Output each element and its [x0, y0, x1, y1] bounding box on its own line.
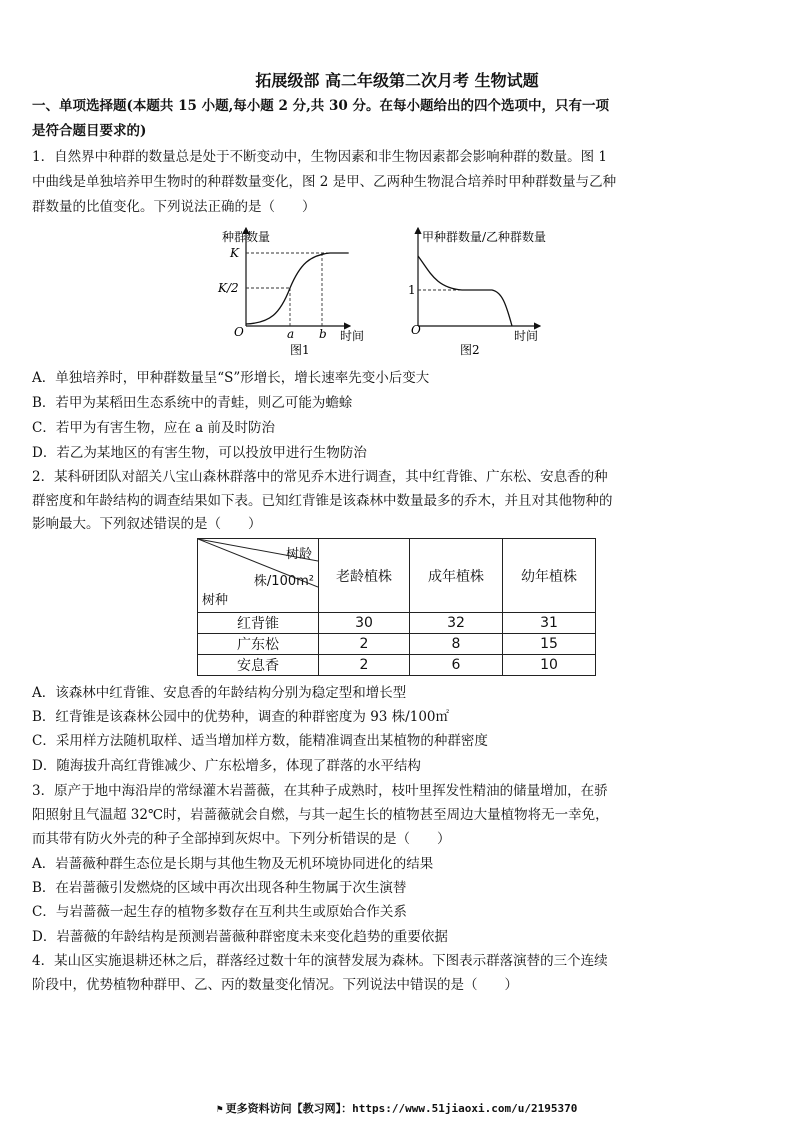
q3-option-d: D．岩蔷薇的年龄结构是预测岩蔷薇种群密度未来变化趋势的重要依据 — [32, 929, 448, 945]
fig2-xlabel: 时间 — [514, 329, 539, 343]
header-young: 幼年植株 — [503, 539, 596, 613]
row-value-young: 15 — [503, 634, 596, 655]
section-heading-line1: 一、单项选择题(本题共 15 小题,每小题 2 分,共 30 分。在每小题给出的四个选项中，只有一项 — [32, 98, 609, 114]
q3-option-c: C．与岩蔷薇一起生存的植物多数存在互利共生或原始合作关系 — [32, 904, 407, 920]
fig1-caption: 图1 — [290, 343, 310, 357]
q2-stem-line2: 群密度和年龄结构的调查结果如下表。已知红背锥是该森林中数量最多的乔木，并且对其他物种的 — [32, 493, 613, 509]
row-value-young: 10 — [503, 655, 596, 676]
row-value-adult: 8 — [410, 634, 503, 655]
q3-option-b: B．在岩蔷薇引发燃烧的区域中再次出现各种生物属于次生演替 — [32, 880, 407, 896]
q2-option-b: B．红背锥是该森林公园中的优势种，调查的种群密度为 93 株/100㎡ — [32, 709, 449, 725]
q3-option-a: A．岩蔷薇种群生态位是长期与其他生物及无机环境协同进化的结果 — [32, 856, 434, 872]
row-value-adult: 6 — [410, 655, 503, 676]
figure-1 — [217, 228, 364, 357]
table-row — [198, 655, 596, 676]
q1-stem-line1: 1．自然界中种群的数量总是处于不断变动中，生物因素和非生物因素都会影响种群的数量。图 1 — [32, 149, 607, 165]
fig2-origin: O — [411, 323, 421, 337]
fig1-ylabel: 种群数量 — [222, 230, 271, 244]
footer-text: 更多资料访问【教习网】：https://www.51jiaoxi.com/u/2195370 — [225, 1102, 578, 1115]
fig1-k2-label: K/2 — [218, 281, 239, 295]
q2-stem-line1: 2．某科研团队对韶关八宝山森林群落中的常见乔木进行调查，其中红背锥、广东松、安息香的种 — [32, 469, 608, 485]
header-adult: 成年植株 — [410, 539, 503, 613]
row-species-name: 红背锥 — [198, 613, 319, 634]
table-header-row — [198, 539, 596, 613]
table-corner-cell — [198, 539, 319, 613]
row-value-old: 2 — [319, 634, 410, 655]
fig1-xlabel: 时间 — [340, 329, 365, 343]
q1-stem-line2: 中曲线是单独培养甲生物时的种群数量变化，图 2 是甲、乙两种生物混合培养时甲种群数量与乙种 — [32, 174, 617, 190]
q2-data-table — [197, 538, 596, 676]
q1-option-a: A．单独培养时，甲种群数量呈“S”形增长，增长速率先变小后变大 — [32, 370, 430, 386]
fig1-k-label: K — [230, 246, 239, 260]
q3-stem-line3: 而其带有防火外壳的种子全部掉到灰烬中。下列分析错误的是（ ） — [32, 831, 451, 847]
row-species-name: 安息香 — [198, 655, 319, 676]
q2-option-c: C．采用样方法随机取样、适当增加样方数，能精准调查出某植物的种群密度 — [32, 733, 488, 749]
row-species-name: 广东松 — [198, 634, 319, 655]
section-heading-line2: 是符合题目要求的) — [32, 123, 147, 139]
table-row — [198, 613, 596, 634]
fig2-caption: 图2 — [460, 343, 480, 357]
row-value-young: 31 — [503, 613, 596, 634]
row-value-old: 2 — [319, 655, 410, 676]
page-title: 拓展级部 高二年级第二次月考 生物试题 — [255, 71, 539, 90]
fig1-origin: O — [234, 325, 244, 339]
fig1-b-label: b — [319, 327, 327, 341]
fig2-ylabel: 甲种群数量/乙种群数量 — [422, 230, 547, 244]
q1-option-b: B．若甲为某稻田生态系统中的青蛙，则乙可能为蟾蜍 — [32, 395, 353, 411]
row-value-adult: 32 — [410, 613, 503, 634]
corner-label-unit: 株/100m² — [253, 574, 314, 589]
q1-option-d: D．若乙为某地区的有害生物，可以投放甲进行生物防治 — [32, 445, 367, 461]
q2-stem-line3: 影响最大。下列叙述错误的是（ ） — [32, 516, 262, 532]
figure-2 — [408, 228, 546, 357]
row-value-old: 30 — [319, 613, 410, 634]
q1-stem-line3: 群数量的比值变化。下列说法正确的是（ ） — [32, 199, 316, 215]
footer-link[interactable] — [0, 1100, 794, 1116]
fig1-a-label: a — [287, 327, 295, 341]
q4-stem-line1: 4．某山区实施退耕还林之后，群落经过数十年的演替发展为森林。下图表示群落演替的三个连续 — [32, 953, 608, 969]
corner-label-age: 树龄 — [285, 547, 312, 562]
table-row — [198, 634, 596, 655]
fig1-s-curve — [246, 253, 348, 324]
fig2-one-label: 1 — [408, 283, 416, 297]
q1-figures — [200, 222, 600, 362]
corner-label-species: 树种 — [202, 593, 229, 608]
q4-stem-line2: 阶段中，优势植物种群甲、乙、丙的数量变化情况。下列说法中错误的是（ ） — [32, 977, 518, 993]
q2-option-a: A．该森林中红背锥、安息香的年龄结构分别为稳定型和增长型 — [32, 685, 407, 701]
header-old: 老龄植株 — [319, 539, 410, 613]
q1-option-c: C．若甲为有害生物，应在 a 前及时防治 — [32, 420, 275, 436]
fig2-ratio-curve — [418, 256, 512, 326]
q3-stem-line2: 阳照射且气温超 32℃时，岩蔷薇就会自燃，与其一起生长的植物甚至周边大量植物将无一幸免， — [32, 807, 609, 823]
q3-stem-line1: 3．原产于地中海沿岸的常绿灌木岩蔷薇，在其种子成熟时，枝叶里挥发性精油的储量增加，在骄 — [32, 783, 608, 799]
flag-icon: ⚑ — [216, 1104, 223, 1115]
q2-option-d: D．随海拔升高红背锥减少、广东松增多，体现了群落的水平结构 — [32, 758, 421, 774]
